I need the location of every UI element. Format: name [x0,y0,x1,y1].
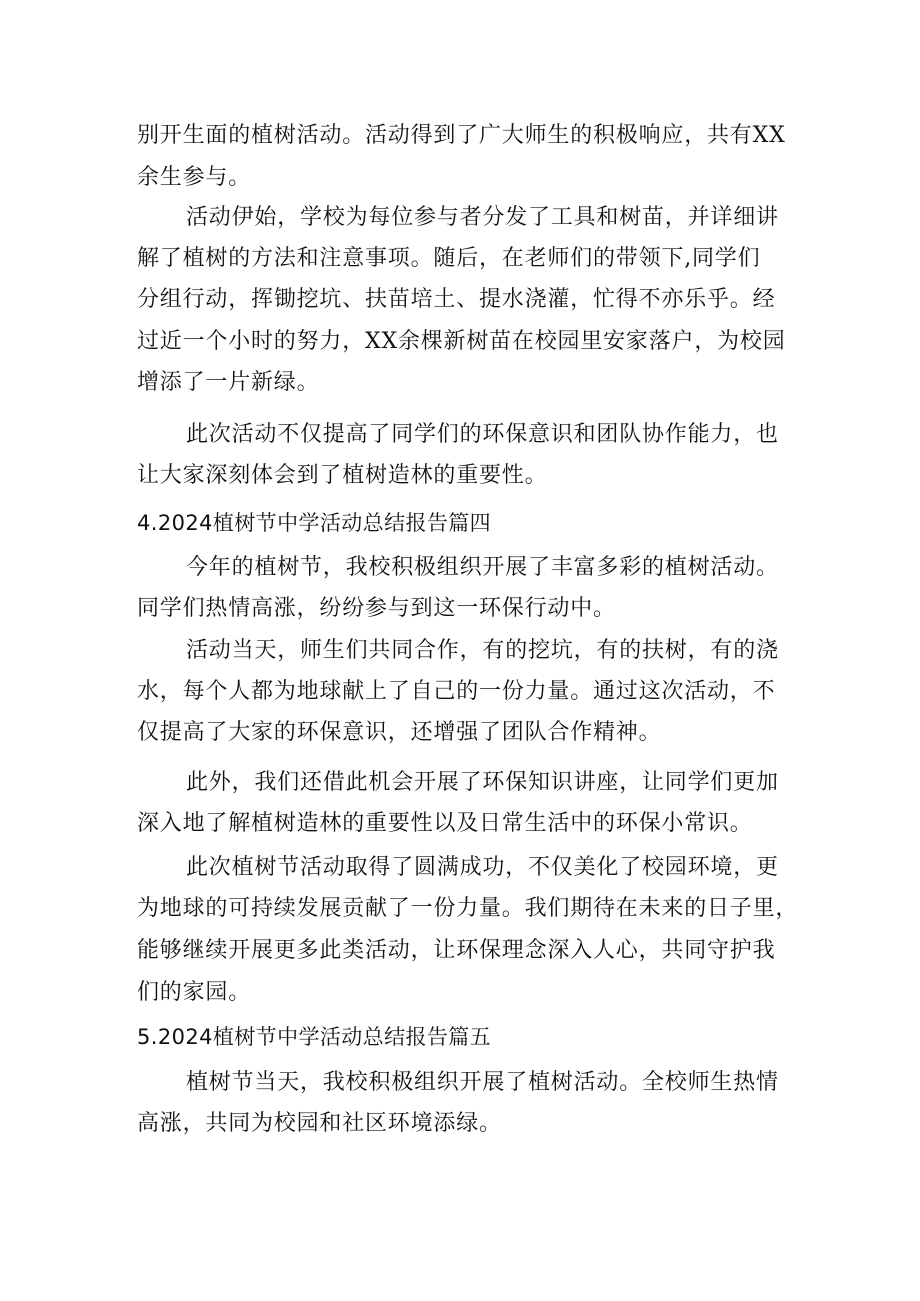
paragraph-line: 今年的植树节，我校积极组织开展了丰富多彩的植树活动。 [186,555,779,580]
paragraph-line: 植树节当天，我校积极组织开展了植树活动。全校师生热情 [186,1070,779,1095]
paragraph-line: 此次活动不仅提高了同学们的环保意识和团队协作能力，也 [186,422,779,447]
paragraph-line: 别开生面的植树活动。活动得到了广大师生的积极响应，共有XX [137,123,786,148]
paragraph-line: 增添了一片新绿。 [137,370,320,395]
paragraph-line: 们的家园。 [137,980,252,1005]
paragraph-line: 此外，我们还借此机会开展了环保知识讲座，让同学们更加 [186,770,779,795]
paragraph-line: 同学们热情高涨，纷纷参与到这一环保行动中。 [137,596,616,621]
paragraph-line: 水，每个人都为地球献上了自己的一份力量。通过这次活动，不 [137,679,776,704]
paragraph-line: 余生参与。 [137,165,252,190]
paragraph-line: 为地球的可持续发展贡献了一份力量。我们期待在未来的日子里， [137,896,799,921]
paragraph-line: 让大家深刻体会到了植树造林的重要性。 [137,463,548,488]
paragraph-line: 高涨，共同为校园和社区环境添绿。 [137,1111,502,1136]
paragraph-line: 深入地了解植树造林的重要性以及日常生活中的环保小常识。 [137,811,753,836]
paragraph-line: 分组行动，挥锄挖坑、扶苗培土、提水浇灌，忙得不亦乐乎。经 [137,287,776,312]
paragraph-line: 过近一个小时的努力，XX余棵新树苗在校园里安家落户，为校园 [137,329,786,354]
paragraph-line: 解了植树的方法和注意事项。随后，在老师们的带领下,同学们 [137,246,761,271]
paragraph-line: 仅提高了大家的环保意识，还增强了团队合作精神。 [137,720,662,745]
paragraph-line: 此次植树节活动取得了圆满成功，不仅美化了校园环境，更 [186,855,779,880]
section-heading: 4.2024植树节中学活动总结报告篇四 [137,511,492,535]
paragraph-line: 活动伊始，学校为每位参与者分发了工具和树苗，并详细讲 [186,205,779,230]
section-heading: 5.2024植树节中学活动总结报告篇五 [137,1025,492,1049]
paragraph-line: 能够继续开展更多此类活动，让环保理念深入人心，共同守护我 [137,938,776,963]
paragraph-line: 活动当天，师生们共同合作，有的挖坑，有的扶树，有的浇 [186,638,779,663]
